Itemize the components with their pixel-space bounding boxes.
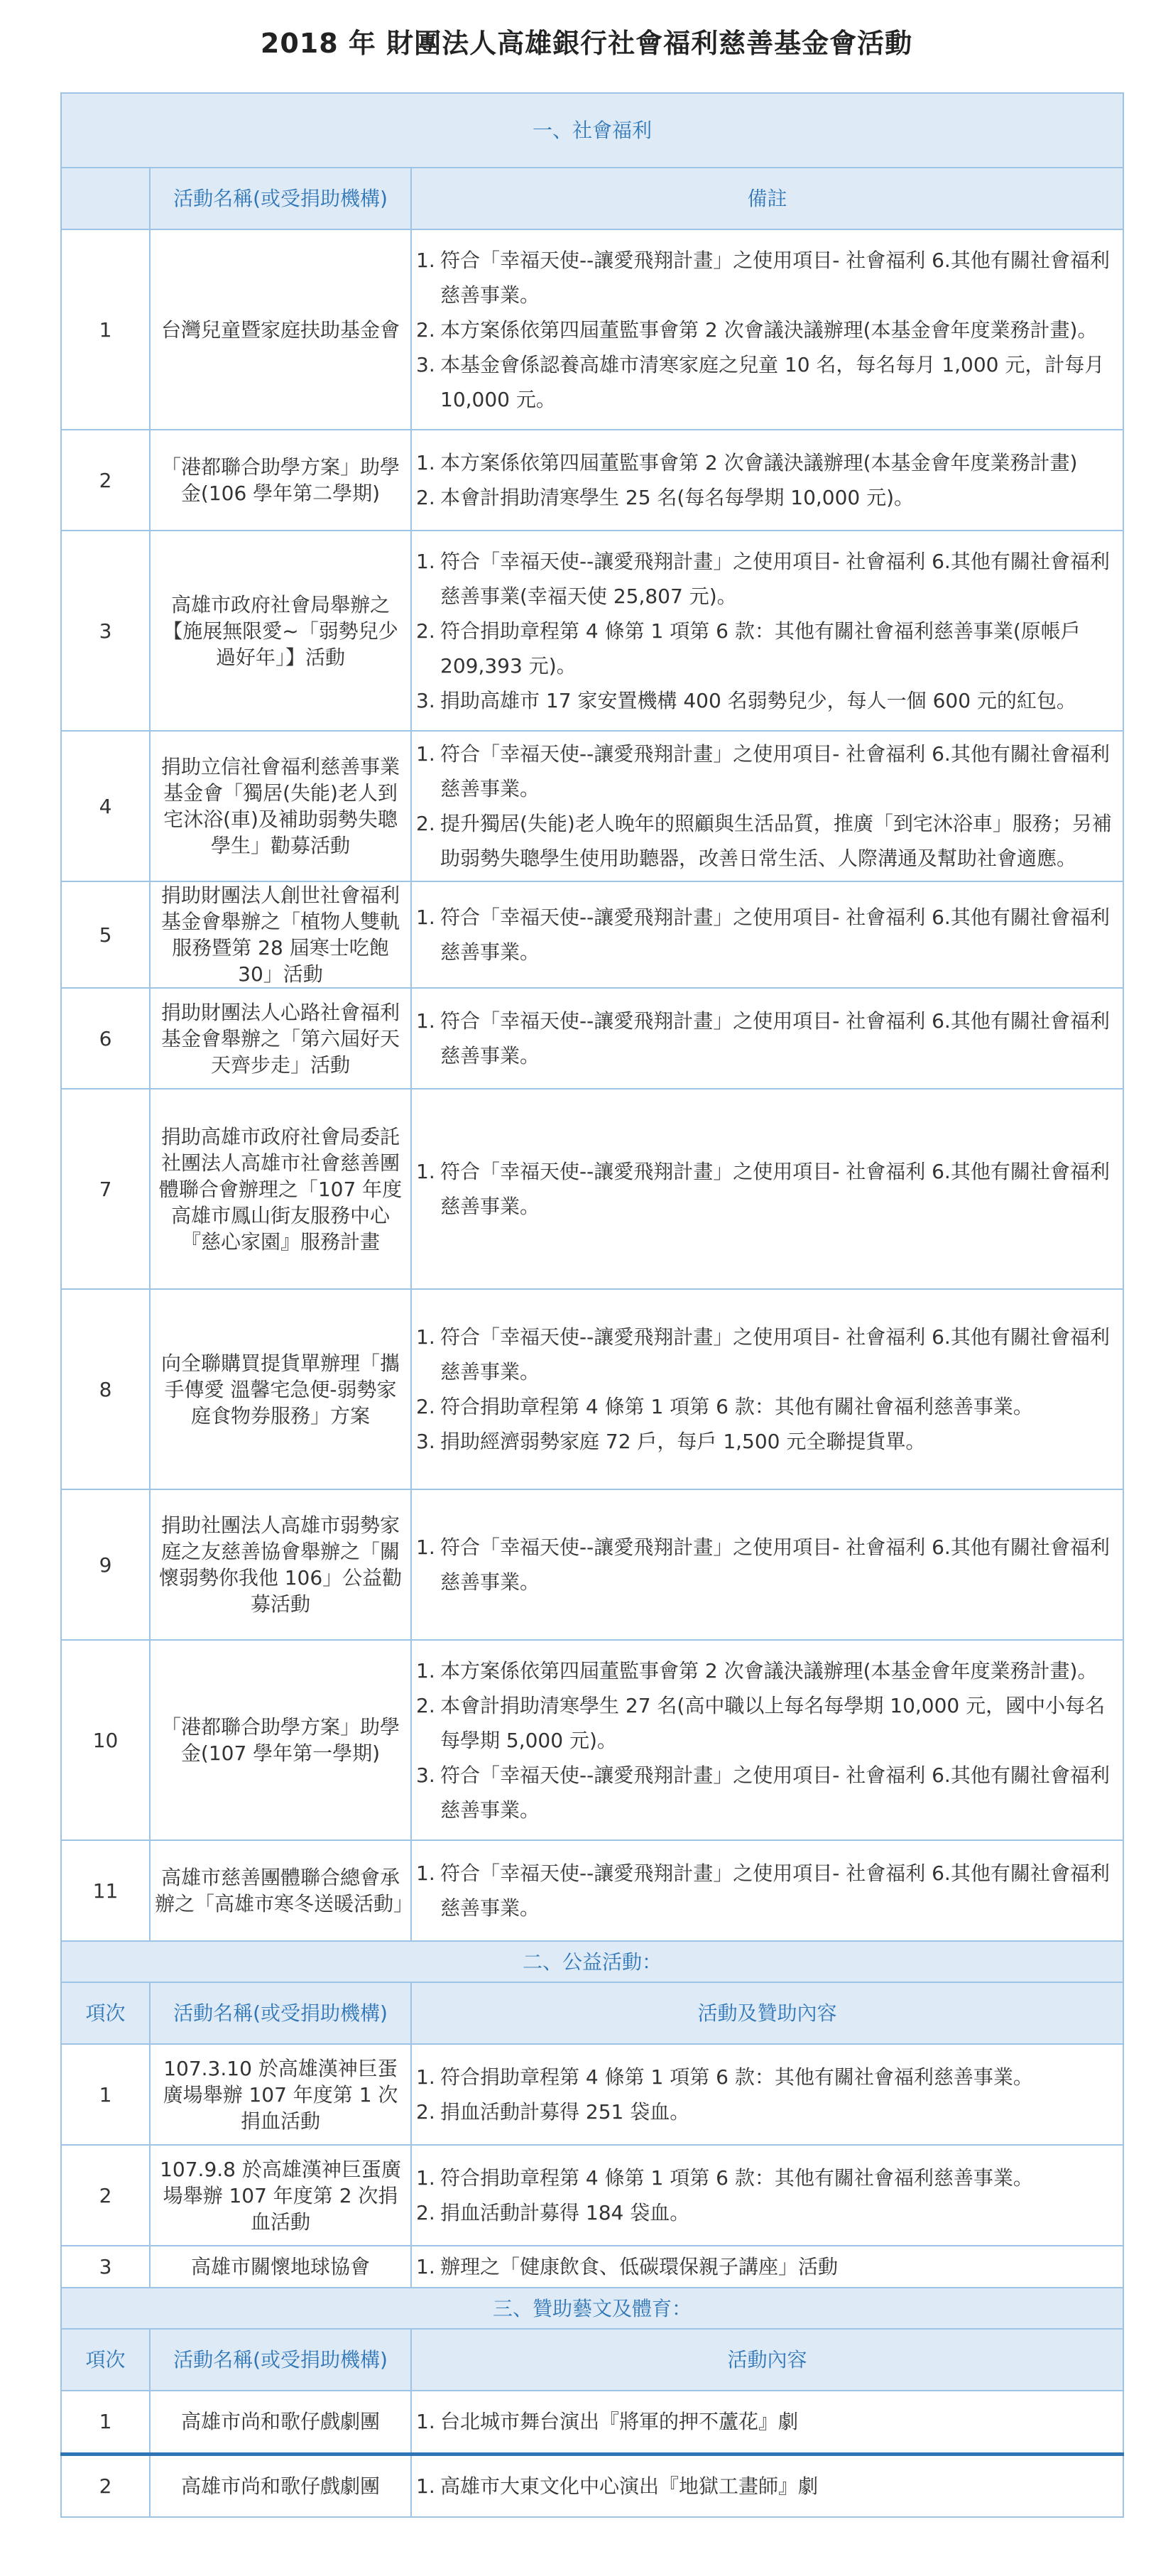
activity-notes bbox=[411, 2044, 1123, 2145]
activity-notes bbox=[411, 1640, 1123, 1840]
notes-list bbox=[416, 737, 1118, 876]
note-index: 1. bbox=[416, 742, 435, 766]
activity-notes bbox=[411, 1289, 1123, 1489]
activity-name: 高雄市尚和歌仔戲劇團 bbox=[150, 2454, 411, 2517]
table-row bbox=[61, 988, 1123, 1089]
col-header-name: 活動名稱(或受捐助機構) bbox=[150, 2329, 411, 2391]
activity-name: 「港都聯合助學方案」助學金(106 學年第二學期) bbox=[150, 430, 411, 531]
column-header-row bbox=[61, 168, 1123, 229]
note-index: 2. bbox=[416, 2100, 435, 2124]
note-index: 1. bbox=[416, 1325, 435, 1349]
row-number: 4 bbox=[61, 731, 150, 881]
note-text: 捐血活動計募得 251 袋血。 bbox=[440, 2100, 690, 2124]
note-item bbox=[416, 313, 1118, 347]
note-item bbox=[416, 614, 1118, 683]
table-row bbox=[61, 2145, 1123, 2246]
note-text: 符合「幸福天使--讓愛飛翔計畫」之使用項目- 社會福利 6.其他有關社會福利慈善事業。 bbox=[440, 1862, 1110, 1920]
note-text: 捐助經濟弱勢家庭 72 戶，每戶 1,500 元全聯提貨單。 bbox=[440, 1430, 926, 1453]
note-item bbox=[416, 2469, 1118, 2504]
note-item bbox=[416, 1856, 1118, 1925]
note-index: 1. bbox=[416, 906, 435, 929]
row-number: 11 bbox=[61, 1840, 150, 1941]
note-index: 3. bbox=[416, 1763, 435, 1787]
note-item bbox=[416, 544, 1118, 614]
activity-notes bbox=[411, 1840, 1123, 1941]
col-header-number bbox=[61, 168, 150, 229]
note-text: 捐血活動計募得 184 袋血。 bbox=[440, 2201, 690, 2224]
note-item bbox=[416, 2161, 1118, 2195]
notes-list bbox=[416, 1530, 1118, 1599]
col-header-notes: 活動內容 bbox=[411, 2329, 1123, 2391]
row-number: 3 bbox=[61, 2246, 150, 2288]
note-item bbox=[416, 243, 1118, 313]
note-item bbox=[416, 1320, 1118, 1389]
note-text: 符合「幸福天使--讓愛飛翔計畫」之使用項目- 社會福利 6.其他有關社會福利慈善事業。 bbox=[440, 1160, 1110, 1218]
note-index: 1. bbox=[416, 2410, 435, 2434]
table-row bbox=[61, 1840, 1123, 1941]
activity-notes bbox=[411, 1089, 1123, 1289]
activity-name: 向全聯購買提貨單辦理「攜手傳愛 溫馨宅急便-弱勢家庭食物券服務」方案 bbox=[150, 1289, 411, 1489]
note-index: 2. bbox=[416, 317, 435, 342]
activity-notes bbox=[411, 229, 1123, 430]
note-item bbox=[416, 1530, 1118, 1599]
col-header-name: 活動名稱(或受捐助機構) bbox=[150, 1982, 411, 2044]
note-text: 符合「幸福天使--讓愛飛翔計畫」之使用項目- 社會福利 6.其他有關社會福利慈善事業。 bbox=[440, 906, 1110, 964]
row-number: 2 bbox=[61, 430, 150, 531]
note-index: 2. bbox=[416, 2201, 435, 2224]
table-row bbox=[61, 1289, 1123, 1489]
notes-list bbox=[416, 2249, 1118, 2284]
note-text: 符合捐助章程第 4 條第 1 項第 6 款：其他有關社會福利慈善事業。 bbox=[440, 2166, 1033, 2190]
table-row bbox=[61, 1089, 1123, 1289]
note-text: 本方案係依第四屆董監事會第 2 次會議決議辦理(本基金會年度業務計畫)。 bbox=[440, 317, 1098, 342]
activity-notes bbox=[411, 988, 1123, 1089]
note-text: 本會計捐助清寒學生 27 名(高中職以上每名每學期 10,000 元，國中小每名每學期 5,000 元)。 bbox=[440, 1693, 1106, 1752]
note-index: 1. bbox=[416, 2166, 435, 2190]
section-heading-row bbox=[61, 1941, 1123, 1982]
table-row bbox=[61, 1640, 1123, 1840]
col-header-notes: 備註 bbox=[411, 168, 1123, 229]
notes-list bbox=[416, 2469, 1118, 2504]
row-number: 1 bbox=[61, 2044, 150, 2145]
notes-list bbox=[416, 900, 1118, 969]
note-item bbox=[416, 2249, 1118, 2284]
activity-name: 107.9.8 於高雄漢神巨蛋廣場舉辦 107 年度第 2 次捐血活動 bbox=[150, 2145, 411, 2246]
note-item bbox=[416, 737, 1118, 806]
note-item bbox=[416, 445, 1118, 480]
activities-table bbox=[60, 92, 1124, 2518]
note-index: 1. bbox=[416, 549, 435, 573]
note-text: 符合捐助章程第 4 條第 1 項第 6 款：其他有關社會福利慈善事業。 bbox=[440, 2065, 1033, 2089]
note-text: 符合「幸福天使--讓愛飛翔計畫」之使用項目- 社會福利 6.其他有關社會福利慈善事業。 bbox=[440, 1536, 1110, 1594]
note-text: 台北城市舞台演出『將軍的押不蘆花』劇 bbox=[440, 2410, 799, 2434]
col-header-name: 活動名稱(或受捐助機構) bbox=[150, 168, 411, 229]
note-index: 1. bbox=[416, 2065, 435, 2089]
table-row bbox=[61, 430, 1123, 531]
activity-name: 捐助財團法人心路社會福利基金會舉辦之「第六屆好天天齊步走」活動 bbox=[150, 988, 411, 1089]
note-text: 提升獨居(失能)老人晚年的照顧與生活品質，推廣「到宅沐浴車」服務；另補助弱勢失聰學生使用助聽器，改善日常生活、人際溝通及幫助社會適應。 bbox=[440, 812, 1112, 870]
note-index: 2. bbox=[416, 1395, 435, 1418]
note-index: 1. bbox=[416, 2474, 435, 2498]
note-index: 3. bbox=[416, 688, 435, 712]
note-text: 捐助高雄市 17 家安置機構 400 名弱勢兒少，每人一個 600 元的紅包。 bbox=[440, 688, 1076, 712]
table-row bbox=[61, 881, 1123, 988]
note-index: 2. bbox=[416, 619, 435, 643]
activity-notes bbox=[411, 2454, 1123, 2517]
activity-name: 107.3.10 於高雄漢神巨蛋廣場舉辦 107 年度第 1 次捐血活動 bbox=[150, 2044, 411, 2145]
section-heading-row bbox=[61, 2288, 1123, 2329]
note-index: 1. bbox=[416, 1009, 435, 1033]
notes-list bbox=[416, 445, 1118, 515]
activity-name: 高雄市尚和歌仔戲劇團 bbox=[150, 2391, 411, 2454]
note-item bbox=[416, 2195, 1118, 2230]
notes-list bbox=[416, 1154, 1118, 1224]
note-item bbox=[416, 480, 1118, 515]
activity-name: 高雄市慈善團體聯合總會承辦之「高雄市寒冬送暖活動」 bbox=[150, 1840, 411, 1941]
note-text: 辦理之「健康飲食、低碳環保親子講座」活動 bbox=[440, 2255, 839, 2278]
activity-name: 高雄市關懷地球協會 bbox=[150, 2246, 411, 2288]
activity-name: 捐助高雄市政府社會局委託社團法人高雄市社會慈善團體聯合會辦理之「107 年度高雄市鳳山街友服務中心『慈心家園』服務計畫 bbox=[150, 1089, 411, 1289]
notes-list bbox=[416, 243, 1118, 417]
note-text: 符合「幸福天使--讓愛飛翔計畫」之使用項目- 社會福利 6.其他有關社會福利慈善事業。 bbox=[440, 1763, 1110, 1822]
section-heading: 三、贊助藝文及體育： bbox=[61, 2288, 1123, 2329]
note-text: 符合捐助章程第 4 條第 1 項第 6 款：其他有關社會福利慈善事業。 bbox=[440, 1395, 1033, 1418]
notes-list bbox=[416, 1004, 1118, 1073]
note-text: 符合「幸福天使--讓愛飛翔計畫」之使用項目- 社會福利 6.其他有關社會福利慈善事業。 bbox=[440, 248, 1110, 307]
notes-list bbox=[416, 2404, 1118, 2439]
activity-name: 台灣兒童暨家庭扶助基金會 bbox=[150, 229, 411, 430]
column-header-row bbox=[61, 2329, 1123, 2391]
column-header-row bbox=[61, 1982, 1123, 2044]
row-number: 8 bbox=[61, 1289, 150, 1489]
col-header-number: 項次 bbox=[61, 1982, 150, 2044]
note-item bbox=[416, 900, 1118, 969]
note-item bbox=[416, 683, 1118, 718]
table-row bbox=[61, 1489, 1123, 1640]
activity-notes bbox=[411, 430, 1123, 531]
note-index: 1. bbox=[416, 1160, 435, 1183]
note-text: 符合「幸福天使--讓愛飛翔計畫」之使用項目- 社會福利 6.其他有關社會福利慈善事業(幸福天使 25,807 元)。 bbox=[440, 549, 1110, 608]
note-text: 符合捐助章程第 4 條第 1 項第 6 款：其他有關社會福利慈善事業(原帳戶 209,393 元)。 bbox=[440, 619, 1081, 678]
note-index: 1. bbox=[416, 1658, 435, 1683]
note-item bbox=[416, 2060, 1118, 2094]
note-item bbox=[416, 2404, 1118, 2439]
note-text: 本方案係依第四屆董監事會第 2 次會議決議辦理(本基金會年度業務計畫) bbox=[440, 451, 1078, 474]
note-text: 符合「幸福天使--讓愛飛翔計畫」之使用項目- 社會福利 6.其他有關社會福利慈善事業。 bbox=[440, 1325, 1110, 1384]
activity-name: 「港都聯合助學方案」助學金(107 學年第一學期) bbox=[150, 1640, 411, 1840]
note-item bbox=[416, 1004, 1118, 1073]
activity-notes bbox=[411, 2145, 1123, 2246]
row-number: 3 bbox=[61, 531, 150, 731]
activity-name: 捐助立信社會福利慈善事業基金會「獨居(失能)老人到宅沐浴(車)及補助弱勢失聰學生」勸募活動 bbox=[150, 731, 411, 881]
row-number: 5 bbox=[61, 881, 150, 988]
note-item bbox=[416, 2094, 1118, 2129]
note-index: 2. bbox=[416, 812, 435, 835]
table-row bbox=[61, 2044, 1123, 2145]
note-text: 本會計捐助清寒學生 25 名(每名每學期 10,000 元)。 bbox=[440, 486, 915, 509]
activity-notes bbox=[411, 2391, 1123, 2454]
note-item bbox=[416, 1653, 1118, 1688]
note-index: 1. bbox=[416, 1862, 435, 1885]
table-row bbox=[61, 731, 1123, 881]
activity-name: 捐助財團法人創世社會福利基金會舉辦之「植物人雙軌服務暨第 28 屆寒士吃飽 30」活動 bbox=[150, 881, 411, 988]
row-number: 1 bbox=[61, 2391, 150, 2454]
row-number: 2 bbox=[61, 2454, 150, 2517]
note-item bbox=[416, 1688, 1118, 1758]
note-text: 本基金會係認養高雄市清寒家庭之兒童 10 名，每名每月 1,000 元，計每月 10,000 元。 bbox=[440, 352, 1105, 411]
activity-notes bbox=[411, 881, 1123, 988]
notes-list bbox=[416, 1320, 1118, 1459]
note-index: 1. bbox=[416, 248, 435, 272]
row-number: 9 bbox=[61, 1489, 150, 1640]
table-row bbox=[61, 2454, 1123, 2517]
note-index: 1. bbox=[416, 2255, 435, 2278]
notes-list bbox=[416, 544, 1118, 718]
note-index: 3. bbox=[416, 352, 435, 376]
row-number: 1 bbox=[61, 229, 150, 430]
note-item bbox=[416, 1389, 1118, 1424]
row-number: 7 bbox=[61, 1089, 150, 1289]
note-item bbox=[416, 1154, 1118, 1224]
note-index: 2. bbox=[416, 1693, 435, 1717]
page-title: 2018 年 財團法人高雄銀行社會福利慈善基金會活動 bbox=[260, 28, 913, 59]
note-item bbox=[416, 347, 1118, 417]
activity-notes bbox=[411, 1489, 1123, 1640]
table-row bbox=[61, 2391, 1123, 2454]
note-text: 本方案係依第四屆董監事會第 2 次會議決議辦理(本基金會年度業務計畫)。 bbox=[440, 1658, 1098, 1683]
note-index: 1. bbox=[416, 1536, 435, 1559]
notes-list bbox=[416, 2060, 1118, 2129]
section-heading: 二、公益活動： bbox=[61, 1941, 1123, 1982]
row-number: 10 bbox=[61, 1640, 150, 1840]
col-header-number: 項次 bbox=[61, 2329, 150, 2391]
note-item bbox=[416, 1424, 1118, 1459]
note-text: 符合「幸福天使--讓愛飛翔計畫」之使用項目- 社會福利 6.其他有關社會福利慈善事業。 bbox=[440, 1009, 1110, 1067]
note-item bbox=[416, 806, 1118, 876]
row-number: 2 bbox=[61, 2145, 150, 2246]
table-row bbox=[61, 2246, 1123, 2288]
col-header-notes: 活動及贊助內容 bbox=[411, 1982, 1123, 2044]
activity-name: 高雄市政府社會局舉辦之【施展無限愛~「弱勢兒少過好年」】活動 bbox=[150, 531, 411, 731]
notes-list bbox=[416, 2161, 1118, 2230]
table-row bbox=[61, 229, 1123, 430]
note-index: 1. bbox=[416, 451, 435, 474]
table-row bbox=[61, 531, 1123, 731]
activity-notes bbox=[411, 531, 1123, 731]
notes-list bbox=[416, 1653, 1118, 1827]
activity-name: 捐助社團法人高雄市弱勢家庭之友慈善協會舉辦之「關懷弱勢你我他 106」公益勸募活動 bbox=[150, 1489, 411, 1640]
note-text: 高雄市大東文化中心演出『地獄工畫師』劇 bbox=[440, 2474, 819, 2498]
section-heading-row bbox=[61, 93, 1123, 168]
note-text: 符合「幸福天使--讓愛飛翔計畫」之使用項目- 社會福利 6.其他有關社會福利慈善事業。 bbox=[440, 742, 1110, 800]
note-index: 2. bbox=[416, 486, 435, 509]
section-heading: 一、社會福利 bbox=[61, 93, 1123, 168]
activity-notes bbox=[411, 731, 1123, 881]
row-number: 6 bbox=[61, 988, 150, 1089]
note-index: 3. bbox=[416, 1430, 435, 1453]
notes-list bbox=[416, 1856, 1118, 1925]
activity-notes bbox=[411, 2246, 1123, 2288]
note-item bbox=[416, 1758, 1118, 1827]
